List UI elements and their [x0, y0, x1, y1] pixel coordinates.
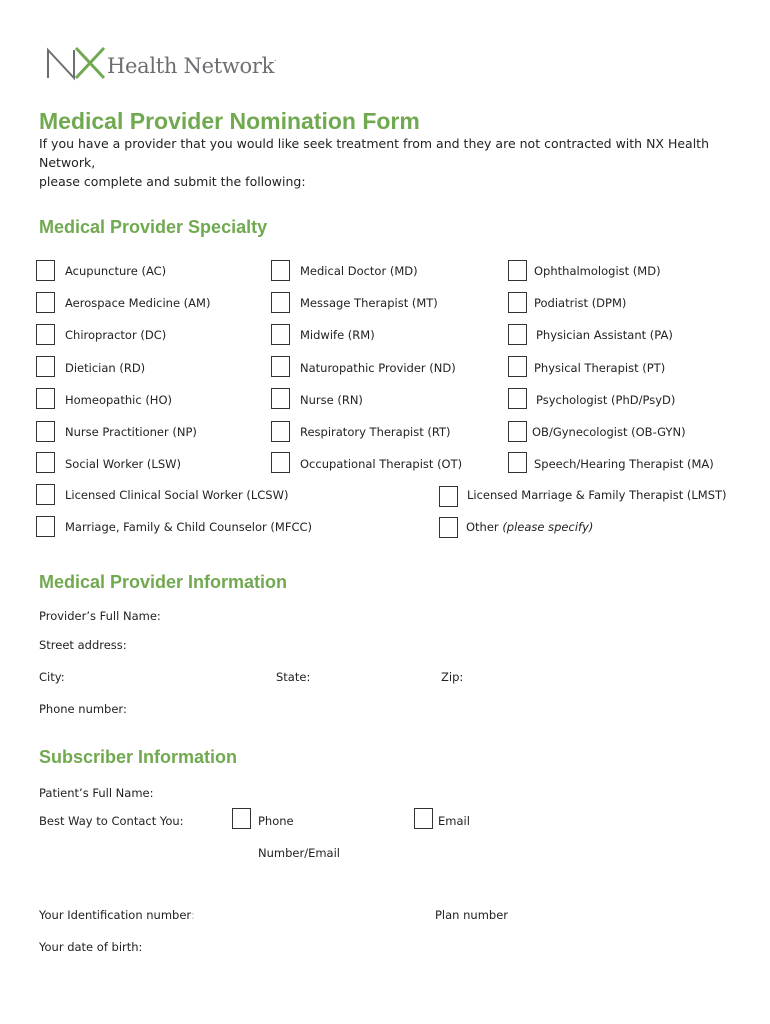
checkbox-respiratory-therapist[interactable] — [271, 421, 290, 442]
checkbox-other[interactable] — [439, 517, 458, 538]
checkbox-contact-email[interactable] — [414, 808, 433, 829]
checkbox-chiropractor[interactable] — [36, 324, 55, 345]
checkbox-naturopathic[interactable] — [271, 356, 290, 377]
label-aerospace-medicine: Aerospace Medicine (AM) — [65, 296, 211, 310]
label-chiropractor: Chiropractor (DC) — [65, 328, 167, 342]
checkbox-nurse-practitioner[interactable] — [36, 421, 55, 442]
checkbox-occupational-therapist[interactable] — [271, 452, 290, 473]
checkbox-dietician[interactable] — [36, 356, 55, 377]
checkbox-aerospace-medicine[interactable] — [36, 292, 55, 313]
label-other: Other (please specify) — [466, 520, 594, 534]
label-psychologist: Psychologist (PhD/PsyD) — [536, 393, 676, 407]
date-of-birth-label: Your date of birth: — [39, 940, 143, 954]
checkbox-contact-phone[interactable] — [232, 808, 251, 829]
checkbox-homeopathic[interactable] — [36, 388, 55, 409]
checkbox-acupuncture[interactable] — [36, 260, 55, 281]
label-ophthalmologist: Ophthalmologist (MD) — [534, 264, 661, 278]
phone-number-label: Phone number: — [39, 702, 127, 716]
label-lmst: Licensed Marriage & Family Therapist (LMST) — [467, 488, 727, 502]
label-naturopathic: Naturopathic Provider (ND) — [300, 361, 456, 375]
label-message-therapist: Message Therapist (MT) — [300, 296, 438, 310]
provider-full-name-label: Provider’s Full Name: — [39, 609, 161, 623]
zip-label: Zip: — [441, 670, 464, 684]
label-respiratory-therapist: Respiratory Therapist (RT) — [300, 425, 451, 439]
number-email-label: Number/Email — [258, 846, 340, 860]
identification-number-label: Your Identification number: — [39, 908, 195, 922]
label-physician-assistant: Physician Assistant (PA) — [536, 328, 673, 342]
checkbox-social-worker[interactable] — [36, 452, 55, 473]
label-physical-therapist: Physical Therapist (PT) — [534, 361, 666, 375]
label-other-specify: (please specify) — [502, 520, 594, 534]
checkbox-ob-gynecologist[interactable] — [508, 421, 527, 442]
contact-phone-label: Phone — [258, 814, 294, 828]
plan-number-label: Plan number — [435, 908, 509, 922]
label-ob-gynecologist: OB/Gynecologist (OB-GYN) — [532, 425, 686, 439]
checkbox-physician-assistant[interactable] — [508, 324, 527, 345]
checkbox-nurse[interactable] — [271, 388, 290, 409]
checkbox-medical-doctor[interactable] — [271, 260, 290, 281]
label-midwife: Midwife (RM) — [300, 328, 375, 342]
label-podiatrist: Podiatrist (DPM) — [534, 296, 627, 310]
checkbox-message-therapist[interactable] — [271, 292, 290, 313]
checkbox-physical-therapist[interactable] — [508, 356, 527, 377]
label-nurse: Nurse (RN) — [300, 393, 363, 407]
state-label: State: — [276, 670, 311, 684]
label-dietician: Dietician (RD) — [65, 361, 146, 375]
label-acupuncture: Acupuncture (AC) — [65, 264, 167, 278]
label-speech-hearing: Speech/Hearing Therapist (MA) — [534, 457, 714, 471]
provider-heading: Medical Provider Information — [39, 572, 288, 592]
checkbox-podiatrist[interactable] — [508, 292, 527, 313]
label-lcsw: Licensed Clinical Social Worker (LCSW) — [65, 488, 289, 502]
checkbox-lmst[interactable] — [439, 486, 458, 507]
checkbox-psychologist[interactable] — [508, 388, 527, 409]
intro-line-1: If you have a provider that you would like seek treatment from and they are not contracted with NX Health Network, — [39, 136, 710, 170]
best-contact-label: Best Way to Contact You: — [39, 814, 184, 828]
checkbox-ophthalmologist[interactable] — [508, 260, 527, 281]
label-mfcc: Marriage, Family & Child Counselor (MFCC) — [65, 520, 312, 534]
label-occupational-therapist: Occupational Therapist (OT) — [300, 457, 463, 471]
street-address-label: Street address: — [39, 638, 127, 652]
patient-full-name-label: Patient’s Full Name: — [39, 786, 154, 800]
checkbox-midwife[interactable] — [271, 324, 290, 345]
logo-text: Health Network. — [107, 54, 277, 78]
label-social-worker: Social Worker (LSW) — [65, 457, 181, 471]
label-medical-doctor: Medical Doctor (MD) — [300, 264, 418, 278]
subscriber-heading: Subscriber Information — [39, 747, 238, 767]
checkbox-lcsw[interactable] — [36, 484, 55, 505]
intro-line-2: please complete and submit the following: — [39, 174, 306, 189]
contact-email-label: Email — [438, 814, 470, 828]
checkbox-mfcc[interactable] — [36, 516, 55, 537]
label-homeopathic: Homeopathic (HO) — [65, 393, 172, 407]
nx-logo-icon — [44, 44, 108, 82]
label-nurse-practitioner: Nurse Practitioner (NP) — [65, 425, 197, 439]
city-label: City: — [39, 670, 65, 684]
page-title: Medical Provider Nomination Form — [39, 108, 420, 134]
checkbox-speech-hearing[interactable] — [508, 452, 527, 473]
intro-text — [39, 134, 729, 191]
logo — [44, 44, 277, 84]
specialty-heading: Medical Provider Specialty — [39, 217, 268, 237]
